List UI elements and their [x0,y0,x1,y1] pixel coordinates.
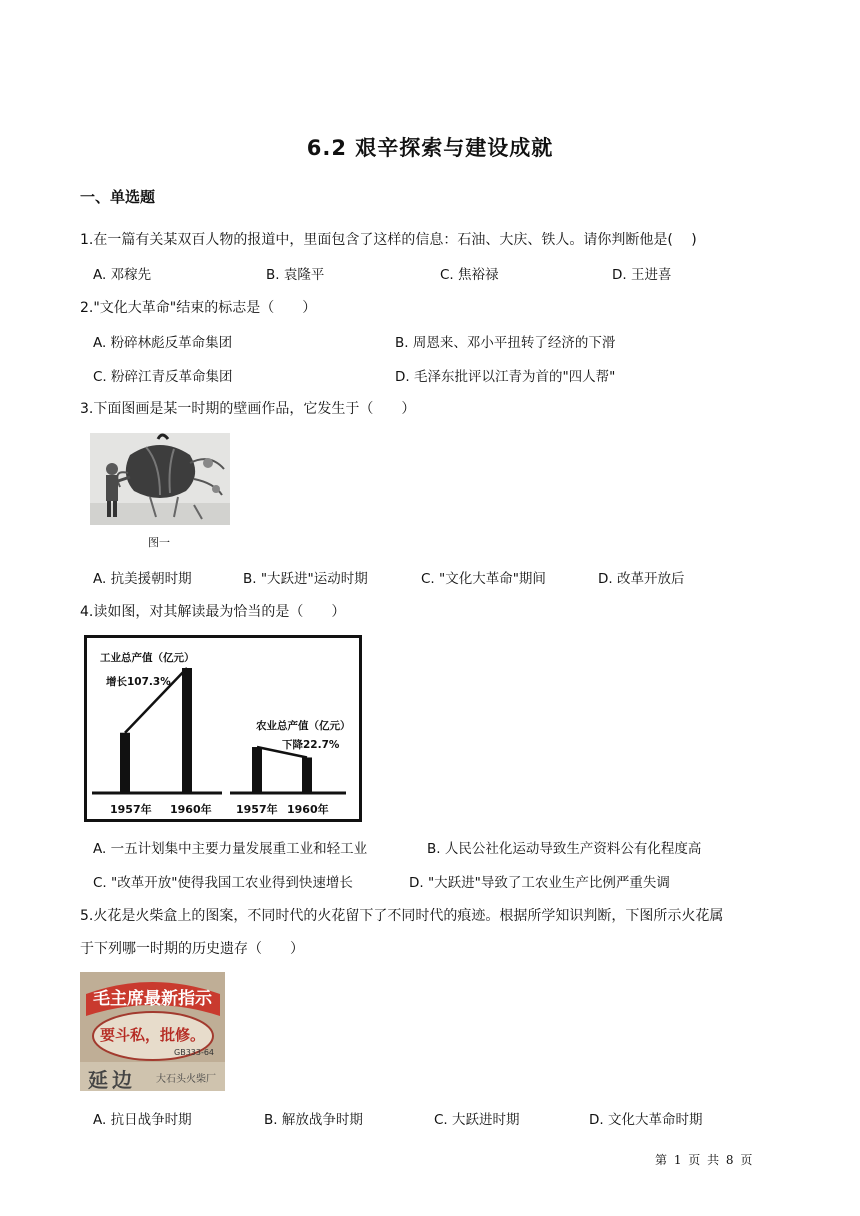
q5-option-d[interactable]: D. 文化大革命时期 [589,1112,703,1128]
question-5-stem-line1: 5.火花是火柴盒上的图案，不同时代的火花留下了不同时代的痕迹。根据所学知识判断，下图所示火花属 [80,908,724,924]
agriculture-bar-1960年 [302,757,312,793]
production-chart-svg [84,635,362,822]
matchbox-label-image [80,972,225,1091]
mural-illustration [90,433,230,525]
agriculture-annotation: 下降22.7% [282,739,340,751]
agriculture-bar-1957年 [252,747,262,793]
matchbox-brand: 延边 [88,1068,136,1091]
q4-option-a[interactable]: A. 一五计划集中主要力量发展重工业和轻工业 [93,841,368,857]
question-2-stem: 2."文化大革命"结束的标志是（ ） [80,300,317,316]
agriculture-tick-label-1957年: 1957年 [236,803,278,816]
section-heading: 一、单选题 [80,188,156,206]
q1-option-b[interactable]: B. 袁隆平 [266,267,325,283]
q2-option-d[interactable]: D. 毛泽东批评以江青为首的"四人帮" [395,369,616,385]
q4-option-b[interactable]: B. 人民公社化运动导致生产资料公有化程度高 [427,841,702,857]
industry-chart-title: 工业总产值（亿元） [100,652,195,664]
q4-option-c[interactable]: C. "改革开放"使得我国工农业得到快速增长 [93,875,353,891]
q3-option-a[interactable]: A. 抗美援朝时期 [93,571,192,587]
question-4-stem: 4.读如图，对其解读最为恰当的是（ ） [80,604,346,620]
q1-option-d[interactable]: D. 王进喜 [612,267,672,283]
q4-option-d[interactable]: D. "大跃进"导致了工农业生产比例严重失调 [409,875,670,891]
mural-caption: 图一 [148,536,170,549]
q3-option-c[interactable]: C. "文化大革命"期间 [421,571,546,587]
q5-option-c[interactable]: C. 大跃进时期 [434,1112,520,1128]
q2-option-c[interactable]: C. 粉碎江青反革命集团 [93,369,233,385]
agriculture-chart-title: 农业总产值（亿元） [256,720,351,732]
q2-option-b[interactable]: B. 周恩来、邓小平扭转了经济的下滑 [395,335,616,351]
q1-option-c[interactable]: C. 焦裕禄 [440,267,499,283]
matchbox-banner-text: 毛主席最新指示 [93,989,212,1009]
matchbox-factory: 大石头火柴厂 [156,1074,216,1085]
q1-option-a[interactable]: A. 邓稼先 [93,267,152,283]
industry-bar-1957年 [120,733,130,793]
agriculture-tick-label-1960年: 1960年 [287,803,329,816]
q5-option-b[interactable]: B. 解放战争时期 [264,1112,363,1128]
question-3-stem: 3.下面图画是某一时期的壁画作品，它发生于（ ） [80,401,416,417]
industry-bar-1960年 [182,668,192,793]
q3-option-d[interactable]: D. 改革开放后 [598,571,685,587]
industry-tick-label-1957年: 1957年 [110,803,152,816]
q3-option-b[interactable]: B. "大跃进"运动时期 [243,571,368,587]
page-footer: 第 1 页 共 8 页 [655,1153,753,1167]
question-5-stem-line2: 于下列哪一时期的历史遗存（ ） [80,941,304,957]
matchbox-code: GB333-64 [174,1048,215,1057]
q5-option-a[interactable]: A. 抗日战争时期 [93,1112,192,1128]
question-1-stem: 1.在一篇有关某双百人物的报道中，里面包含了这样的信息：石油、大庆、铁人。请你判断他是( ) [80,232,697,248]
mural-image [90,433,230,525]
industry-tick-label-1960年: 1960年 [170,803,212,816]
q2-option-a[interactable]: A. 粉碎林彪反革命集团 [93,335,233,351]
industry-annotation: 增长107.3% [106,676,171,688]
page-title: 6.2 艰辛探索与建设成就 [306,136,554,160]
matchbox-slogan: 要斗私，批修。 [99,1026,205,1044]
production-chart [84,635,362,822]
